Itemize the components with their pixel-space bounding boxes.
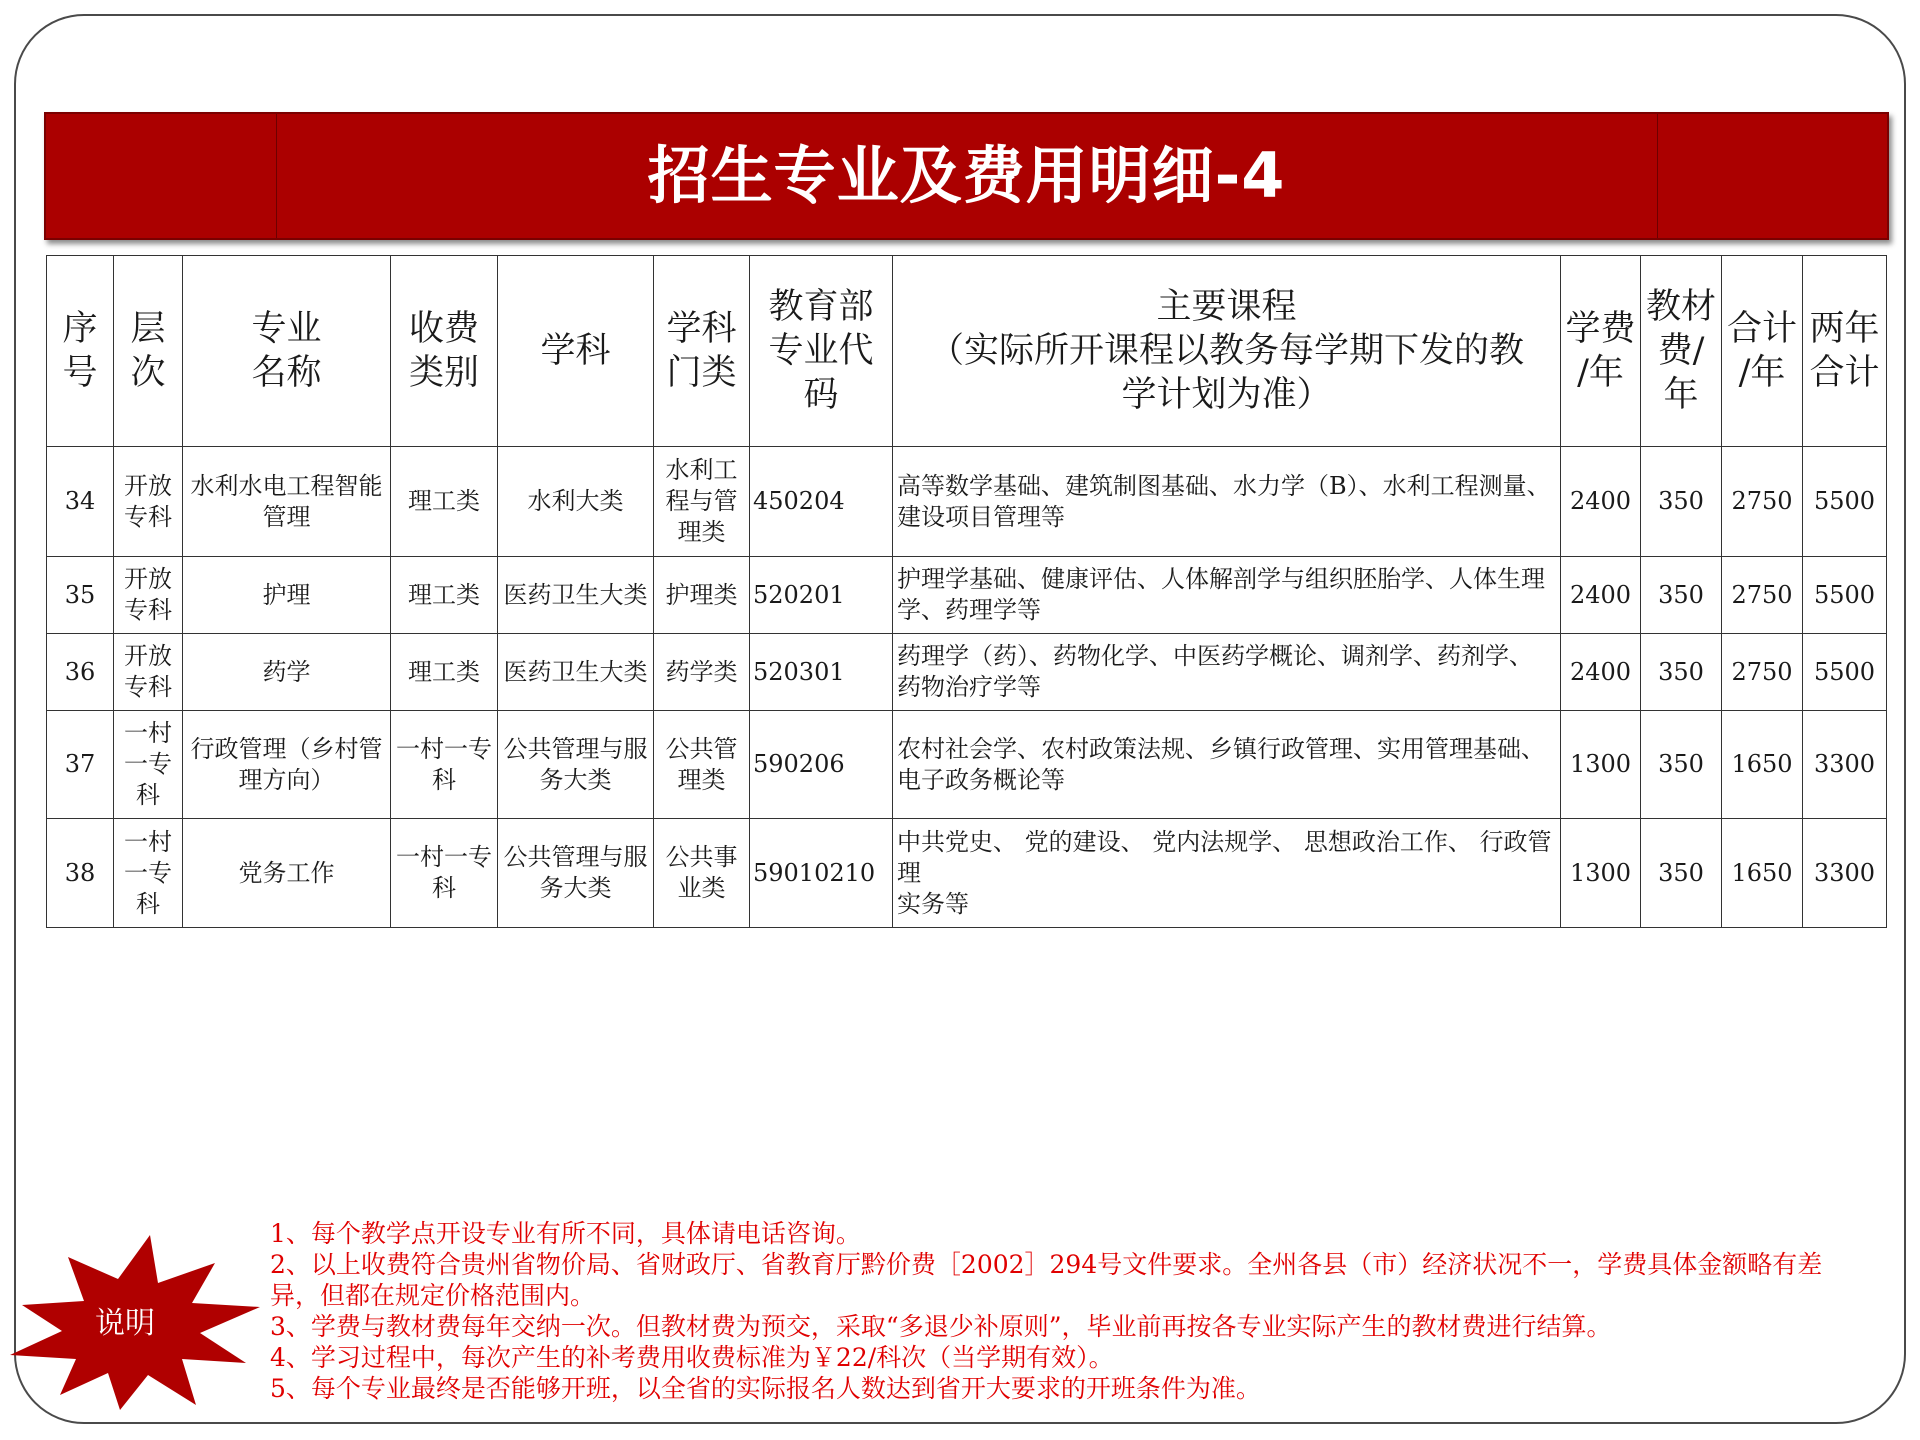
cell-code: 520301 [750, 634, 893, 711]
cell-level: 开放专科 [114, 447, 183, 557]
cell-no: 35 [47, 557, 114, 634]
cell-books: 350 [1641, 634, 1722, 711]
header-books: 教材 费/ 年 [1641, 256, 1722, 447]
cell-tuition: 2400 [1561, 557, 1641, 634]
notes-label: 说明 [95, 1306, 155, 1341]
cell-level: 开放专科 [114, 634, 183, 711]
cell-major: 党务工作 [183, 819, 391, 928]
cell-category: 公共管理类 [654, 711, 750, 819]
cell-major: 行政管理（乡村管理方向） [183, 711, 391, 819]
cell-total: 2750 [1722, 447, 1803, 557]
cell-tuition: 1300 [1561, 711, 1641, 819]
cell-no: 38 [47, 819, 114, 928]
note-item: 5、每个专业最终是否能够开班，以全省的实际报名人数达到省开大要求的开班条件为准。 [270, 1374, 1261, 1403]
cell-category: 药学类 [654, 634, 750, 711]
cell-tuition: 1300 [1561, 819, 1641, 928]
cell-total: 2750 [1722, 557, 1803, 634]
header-two-year: 两年 合计 [1803, 256, 1887, 447]
cell-level: 一村一专科 [114, 711, 183, 819]
cell-courses: 药理学（药）、药物化学、中医药学概论、调剂学、药剂学、药物治疗学等 [893, 634, 1561, 711]
header-code: 教育部 专业代 码 [750, 256, 893, 447]
table-row [47, 819, 1887, 928]
cell-courses: 护理学基础、健康评估、人体解剖学与组织胚胎学、人体生理学、药理学等 [893, 557, 1561, 634]
cell-tuition: 2400 [1561, 447, 1641, 557]
table-row [47, 634, 1887, 711]
cell-books: 350 [1641, 711, 1722, 819]
cell-category: 公共事业类 [654, 819, 750, 928]
note-item: 1、每个教学点开设专业有所不同，具体请电话咨询。 [270, 1219, 861, 1248]
header-fee-type: 收费 类别 [391, 256, 498, 447]
header-level: 层 次 [114, 256, 183, 447]
cell-level: 开放专科 [114, 557, 183, 634]
fee-table [46, 255, 1887, 928]
cell-major: 药学 [183, 634, 391, 711]
cell-code: 450204 [750, 447, 893, 557]
cell-code: 590206 [750, 711, 893, 819]
cell-total: 1650 [1722, 819, 1803, 928]
cell-discipline: 医药卫生大类 [498, 634, 654, 711]
cell-code: 59010210 [750, 819, 893, 928]
cell-tuition: 2400 [1561, 634, 1641, 711]
header-total: 合计 /年 [1722, 256, 1803, 447]
note-item: 3、学费与教材费每年交纳一次。但教材费为预交，采取“多退少补原则”，毕业前再按各专业实际产生的教材费进行结算。 [270, 1312, 1612, 1341]
cell-discipline: 公共管理与服务大类 [498, 711, 654, 819]
cell-two-year: 3300 [1803, 819, 1887, 928]
cell-books: 350 [1641, 447, 1722, 557]
table-header-row [47, 256, 1887, 447]
cell-level: 一村一专科 [114, 819, 183, 928]
cell-two-year: 5500 [1803, 557, 1887, 634]
cell-fee-type: 理工类 [391, 634, 498, 711]
cell-discipline: 公共管理与服务大类 [498, 819, 654, 928]
cell-no: 37 [47, 711, 114, 819]
table-row [47, 557, 1887, 634]
cell-books: 350 [1641, 819, 1722, 928]
cell-no: 36 [47, 634, 114, 711]
table-row [47, 447, 1887, 557]
notes-list [270, 1218, 1870, 1404]
cell-fee-type: 理工类 [391, 557, 498, 634]
page-title: 招生专业及费用明细-4 [647, 139, 1286, 212]
note-item: 4、学习过程中，每次产生的补考费用收费标准为￥22/科次（当学期有效）。 [270, 1343, 1114, 1372]
cell-two-year: 5500 [1803, 447, 1887, 557]
cell-two-year: 3300 [1803, 711, 1887, 819]
cell-code: 520201 [750, 557, 893, 634]
cell-courses: 农村社会学、农村政策法规、乡镇行政管理、实用管理基础、电子政务概论等 [893, 711, 1561, 819]
table-row [47, 711, 1887, 819]
cell-no: 34 [47, 447, 114, 557]
cell-major: 水利水电工程智能管理 [183, 447, 391, 557]
header-category: 学科 门类 [654, 256, 750, 447]
cell-total: 1650 [1722, 711, 1803, 819]
header-courses: 主要课程 （实际所开课程以教务每学期下发的教 学计划为准） [893, 256, 1561, 447]
cell-fee-type: 一村一专科 [391, 819, 498, 928]
cell-discipline: 水利大类 [498, 447, 654, 557]
cell-courses: 高等数学基础、建筑制图基础、水力学（B）、水利工程测量、建设项目管理等 [893, 447, 1561, 557]
cell-category: 水利工程与管理类 [654, 447, 750, 557]
cell-total: 2750 [1722, 634, 1803, 711]
note-item: 2、以上收费符合贵州省物价局、省财政厅、省教育厅黔价费［2002］294号文件要求。全州各县（市）经济状况不一，学费具体金额略有差异，但都在规定价格范围内。 [270, 1250, 1823, 1310]
cell-fee-type: 理工类 [391, 447, 498, 557]
cell-discipline: 医药卫生大类 [498, 557, 654, 634]
header-discipline: 学科 [498, 256, 654, 447]
header-tuition: 学费 /年 [1561, 256, 1641, 447]
cell-two-year: 5500 [1803, 634, 1887, 711]
cell-books: 350 [1641, 557, 1722, 634]
cell-courses: 中共党史、 党的建设、 党内法规学、 思想政治工作、 行政管理 实务等 [893, 819, 1561, 928]
cell-fee-type: 一村一专科 [391, 711, 498, 819]
header-major: 专业 名称 [183, 256, 391, 447]
title-banner [44, 112, 1889, 240]
cell-major: 护理 [183, 557, 391, 634]
header-no: 序 号 [47, 256, 114, 447]
cell-category: 护理类 [654, 557, 750, 634]
